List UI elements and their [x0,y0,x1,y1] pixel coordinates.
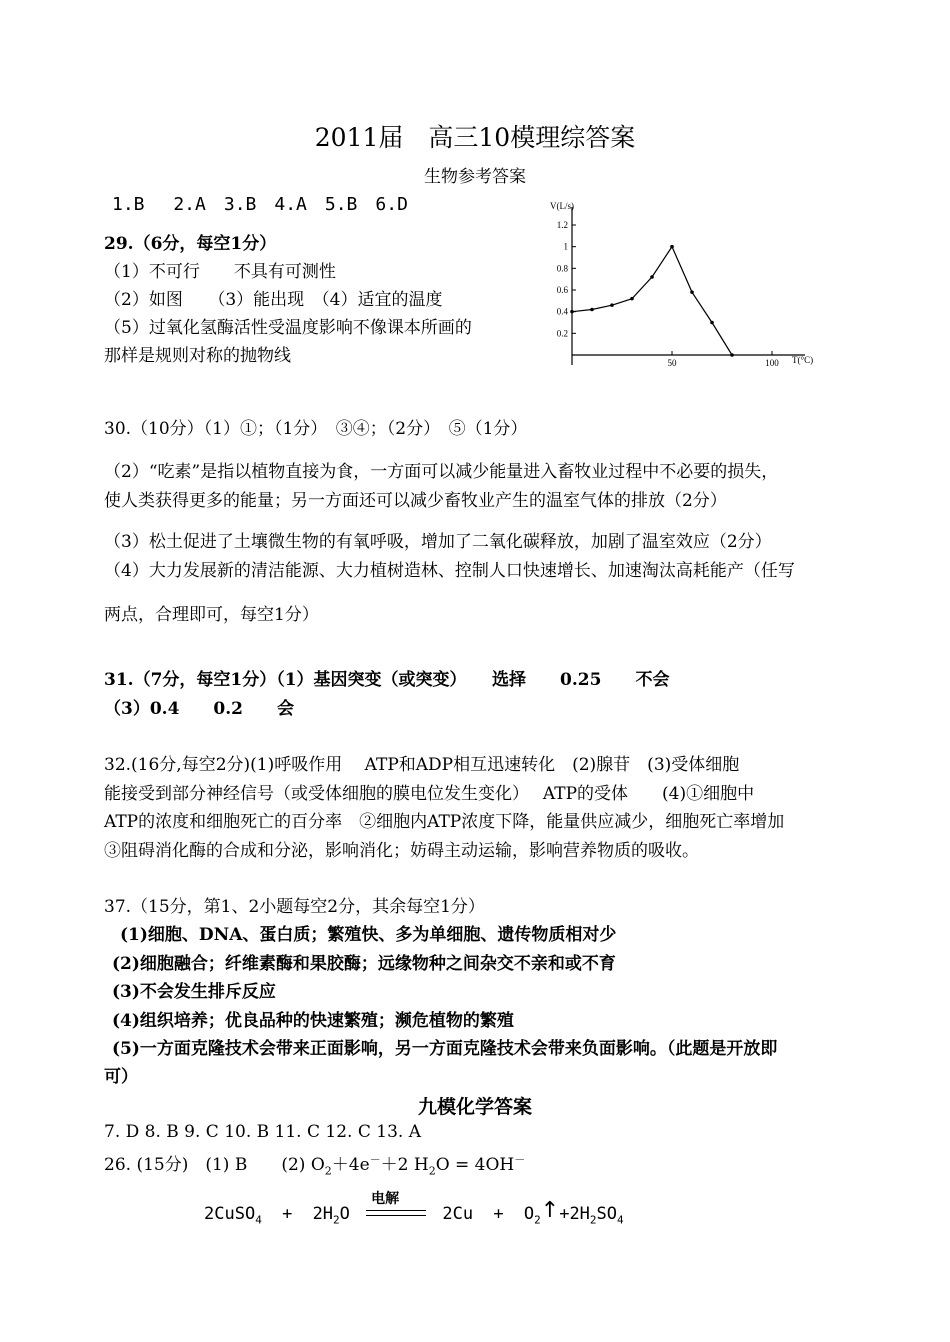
chemistry-heading: 九模化学答案 [417,1096,532,1118]
gas-up-arrow-icon: ↑ [540,1198,560,1223]
q32-line-2: 能接受到部分神经信号（或受体细胞的膜电位发生变化） ATP的受体 (4)①细胞中 [104,784,755,804]
eq-hydroxide: O = 4OH [435,1155,515,1175]
eq-plus-1: + [282,1204,293,1224]
eq-o2-gas-sub: 2 [534,1213,541,1227]
eq-h2o-o: O [339,1204,350,1224]
biology-heading: 生物参考答案 [424,167,526,187]
eq-cuso4: 2CuSO [204,1204,256,1224]
q37-line-2: (1)细胞、DNA、蛋白质；繁殖快、多为单细胞、遗传物质相对少 [120,925,617,945]
y-tick-label: 0.4 [556,306,568,317]
data-point [650,275,654,279]
y-tick-label: 0.8 [556,263,568,274]
eq-condition: 电解 [371,1191,400,1207]
x-tick-label: 50 [667,358,677,368]
q29-heading: 29.（6分，每空1分） [104,234,277,254]
data-point [730,353,734,357]
eq-o2-gas: O [523,1204,535,1224]
q30-line-6: 两点，合理即可，每空1分） [104,605,319,625]
eq-cuso4-sub: 4 [255,1213,262,1227]
eq-water: ＋2 H [380,1155,429,1175]
data-point [630,297,634,301]
q32-line-1: 32.(16分,每空2分)(1)呼吸作用 ATP和ADP相互迅速转化 (2)腺苷 (3)受体细胞 [104,755,740,775]
q37-line-7: 可） [104,1067,138,1087]
eq-hydroxide-sup: － [514,1153,526,1167]
y-tick-label: 0.2 [556,328,568,339]
data-point [690,290,694,294]
y-axis-label: V(L/s) [550,201,574,211]
q26-prefix: 26. (15分) (1) B (2) [104,1155,311,1175]
q37-line-5: (4)组织培养；优良品种的快速繁殖；濒危植物的繁殖 [112,1011,514,1031]
q31-line-2: （3）0.4 0.2 会 [104,699,294,719]
eq-water-sub: 2 [428,1164,436,1178]
eq-h2o: 2H [312,1204,334,1224]
eq-o2-sub: 2 [324,1164,332,1178]
electrolysis-equation [204,1191,624,1227]
eq-cu: 2Cu [442,1204,474,1224]
q30-line-1: 30.（10分）（1）①；（1分） ③④；（2分） ⑤（1分） [104,419,528,439]
eq-o2: O [310,1155,325,1175]
eq-h2so4-tail: SO [596,1204,618,1224]
q37-line-4: (3)不会发生排斥反应 [112,982,276,1002]
q32-line-3: ATP的浓度和细胞死亡的百分率 ②细胞内ATP浓度下降，能量供应减少，细胞死亡率增加 [104,812,785,832]
y-tick-label: 0.6 [556,285,568,295]
eq-h2so4-sub: 2 [589,1213,597,1227]
eq-h2so4-sub2: 4 [617,1213,624,1227]
q30-line-4: （3）松土促进了土壤微生物的有氧呼吸，增加了二氧化碳释放，加剧了温室效应（2分） [104,532,772,552]
q31-line-1: 31.（7分，每空1分）（1）基因突变（或突变） 选择 0.25 不会 [104,670,670,690]
data-point [590,308,594,312]
q37-line-1: 37.（15分，第1、2小题每空2分，其余每空1分） [104,897,485,917]
q30-line-5: （4）大力发展新的清洁能源、大力植树造林、控制人口快速增长、加速淘汰高耗能产（任写 [104,561,795,581]
data-point [610,303,614,307]
eq-electrons: ＋4e [331,1155,370,1175]
page-title: 2011届 高三10模理综答案 [314,123,636,152]
q30-line-2: （2）“吃素”是指以植物直接为食，一方面可以减少能量进入畜牧业过程中不必要的损失， [104,462,779,482]
data-point [570,310,574,314]
eq-plus-2: + [493,1204,504,1224]
q29-line-2: （2）如图 （3）能出现 （4）适宜的温度 [104,290,443,310]
eq-line-bottom [366,1215,426,1216]
biology-choice-answers: 1.B 2.A 3.B 4.A 5.B 6.D [112,194,408,215]
q30-line-3: 使人类获得更多的能量；另一方面还可以减少畜牧业产生的温室气体的排放（2分） [104,491,727,511]
x-axis-label: T(°C) [792,355,814,365]
eq-line-top [366,1210,426,1211]
series-line [572,247,732,355]
q29-line-4: 那样是规则对称的抛物线 [104,346,291,366]
enzyme-rate-chart [540,195,840,380]
data-point [710,321,714,325]
chemistry-choice-answers: 7. D 8. B 9. C 10. B 11. C 12. C 13. A [104,1122,421,1142]
y-tick-label: 1 [563,241,568,252]
q37-line-3: (2)细胞融合；纤维素酶和果胶酶；远缘物种之间杂交不亲和或不育 [112,954,616,974]
x-tick-label: 100 [765,358,779,368]
eq-h2so4: +2H [559,1204,590,1224]
eq-electrons-sup: － [369,1153,381,1167]
y-tick-label: 1.2 [556,220,568,230]
eq-condition-sign [366,1191,426,1224]
q29-line-1: （1）不可行 不具有可测性 [104,262,336,282]
eq-h2o-sub: 2 [333,1213,340,1227]
q29-line-3: （5）过氧化氢酶活性受温度影响不像课本所画的 [104,318,472,338]
data-point [670,245,674,249]
q26-line [104,1150,525,1177]
q32-line-4: ③阻碍消化酶的合成和分泌，影响消化；妨碍主动运输，影响营养物质的吸收。 [104,841,699,861]
q37-line-6: (5)一方面克隆技术会带来正面影响，另一方面克隆技术会带来负面影响。（此题是开放即 [112,1039,778,1059]
